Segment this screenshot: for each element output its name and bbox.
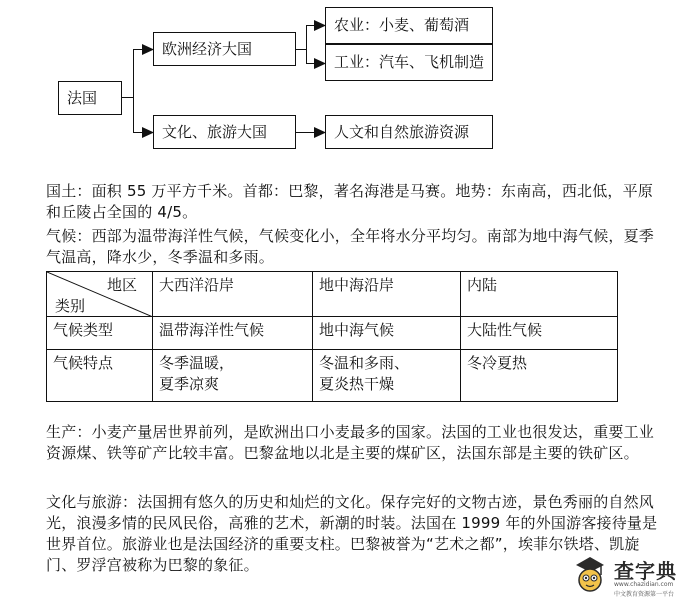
table-row <box>47 272 618 317</box>
node-france <box>58 81 122 115</box>
logo-slogan: 中文教育资源第一平台 <box>614 591 675 598</box>
node-industry-label: 工业：汽车、飞机制造 <box>334 53 485 71</box>
table-row <box>47 350 618 402</box>
node-resources-label: 人文和自然旅游资源 <box>334 122 470 141</box>
corner-category-label: 类别 <box>55 297 86 315</box>
row-label-climate-type: 气候类型 <box>47 317 153 350</box>
climate-type-inland: 大陆性气候 <box>461 317 618 350</box>
arrow-to-tourism-icon <box>140 127 154 138</box>
climate-feature-inland <box>461 350 618 402</box>
connector-economy-vertical <box>306 25 307 64</box>
table-row <box>47 317 618 350</box>
climate-type-atlantic: 温带海洋性气候 <box>153 317 313 350</box>
paragraph-territory: 国土：面积 55 万平方千米。首都：巴黎，著名海港是马赛。地势：东南高，西北低，平原和丘陵占全国的 4/5。 <box>46 182 654 221</box>
feature-line: 冬冷夏热 <box>467 354 528 372</box>
arrow-to-agriculture-icon <box>313 20 326 31</box>
feature-line: 夏炎热干燥 <box>319 375 395 393</box>
node-tourism <box>153 115 296 149</box>
climate-type-mediterranean: 地中海气候 <box>313 317 461 350</box>
node-resources <box>325 115 493 149</box>
paragraph-climate: 气候：西部为温带海洋性气候，气候变化小，全年将水分平均匀。南部为地中海气候，夏季气温高，降水少，冬季温和多雨。 <box>46 227 655 266</box>
node-agriculture-label: 农业：小麦、葡萄酒 <box>334 16 470 34</box>
arrow-to-resources-icon <box>313 127 326 138</box>
mascot-icon <box>570 553 610 597</box>
node-economy <box>153 32 296 66</box>
arrow-to-economy-icon <box>140 44 154 55</box>
arrow-to-industry-icon <box>313 58 326 69</box>
header-mediterranean: 地中海沿岸 <box>313 272 461 317</box>
corner-region-label: 地区 <box>107 276 138 294</box>
row-label-climate-feature: 气候特点 <box>47 350 153 402</box>
paragraph-production: 生产：小麦产量居世界前列，是欧洲出口小麦最多的国家。法国的工业也很发达，重要工业资源煤、铁等矿产比较丰富。巴黎盆地以北是主要的煤矿区，法国东部是主要的铁矿区。 <box>46 423 655 462</box>
connector-root-vertical <box>133 49 134 133</box>
node-tourism-label: 文化、旅游大国 <box>162 122 268 141</box>
feature-line: 冬季温暖， <box>159 354 235 372</box>
node-agriculture <box>325 7 493 44</box>
header-atlantic: 大西洋沿岸 <box>153 272 313 317</box>
node-economy-label: 欧洲经济大国 <box>162 39 253 58</box>
feature-line: 冬温和多雨、 <box>319 354 410 372</box>
logo-url: www.chazidian.com <box>614 581 674 588</box>
feature-line: 夏季凉爽 <box>159 375 220 393</box>
chazidian-logo <box>570 551 680 599</box>
climate-feature-atlantic <box>153 350 313 402</box>
node-france-label: 法国 <box>67 88 98 107</box>
table-corner-cell <box>47 272 153 317</box>
climate-feature-mediterranean <box>313 350 461 402</box>
header-inland: 内陆 <box>461 272 618 317</box>
climate-table <box>46 271 618 402</box>
logo-name: 查字典 <box>614 559 677 583</box>
paragraph-culture: 文化与旅游：法国拥有悠久的历史和灿烂的文化。保存完好的文物古迹，景色秀丽的自然风光，浪漫多情的民风民俗，高雅的艺术，新潮的时装。法国在 1999 年的外国游客接待量是世界首位。旅游业也是法国经济的重要支柱。巴黎被誉为“艺术之都”，埃菲尔铁塔、凯旋门、罗浮宫被称为巴黎的象征。 <box>46 493 658 574</box>
node-industry <box>325 44 493 81</box>
